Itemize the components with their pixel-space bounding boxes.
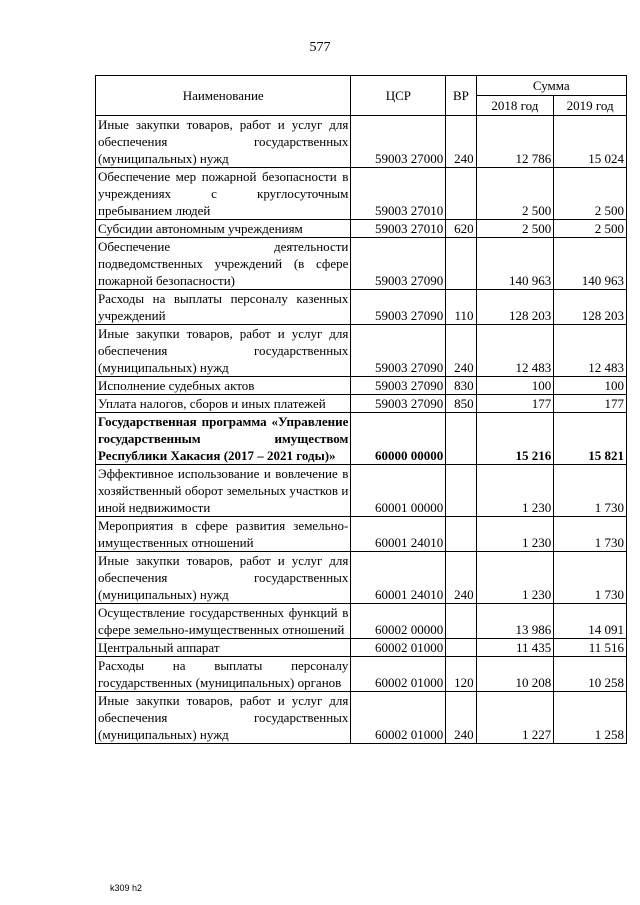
row-csr-cell: 60002 01000 xyxy=(351,692,446,744)
row-csr-cell: 59003 27090 xyxy=(351,238,446,290)
row-2018-cell: 1 230 xyxy=(476,465,554,517)
row-name-cell: Мероприятия в сфере развития земельно-имущественных отношений xyxy=(96,517,351,552)
row-2018-cell: 10 208 xyxy=(476,657,554,692)
row-csr-cell: 60002 00000 xyxy=(351,604,446,639)
row-2018-cell: 12 483 xyxy=(476,325,554,377)
row-name-cell: Расходы на выплаты персоналу казенных учреждений xyxy=(96,290,351,325)
row-csr-cell: 59003 27090 xyxy=(351,325,446,377)
row-name-cell: Уплата налогов, сборов и иных платежей xyxy=(96,395,351,413)
row-2018-cell: 177 xyxy=(476,395,554,413)
row-2018-cell: 2 500 xyxy=(476,220,554,238)
table-row xyxy=(96,639,627,657)
row-vr-cell xyxy=(446,168,476,220)
table-row xyxy=(96,116,627,168)
table-row xyxy=(96,395,627,413)
row-csr-cell: 59003 27090 xyxy=(351,290,446,325)
row-name-cell: Иные закупки товаров, работ и услуг для обеспечения государственных (муниципальных) нужд xyxy=(96,116,351,168)
row-2019-cell: 15 821 xyxy=(554,413,627,465)
row-2019-cell: 1 730 xyxy=(554,465,627,517)
row-2019-cell: 12 483 xyxy=(554,325,627,377)
row-name-cell: Иные закупки товаров, работ и услуг для обеспечения государственных (муниципальных) нужд xyxy=(96,325,351,377)
row-vr-cell xyxy=(446,465,476,517)
table-row xyxy=(96,552,627,604)
row-name-cell: Иные закупки товаров, работ и услуг для обеспечения государственных (муниципальных) нужд xyxy=(96,692,351,744)
row-2018-cell: 128 203 xyxy=(476,290,554,325)
row-2019-cell: 15 024 xyxy=(554,116,627,168)
row-vr-cell: 240 xyxy=(446,325,476,377)
row-vr-cell: 240 xyxy=(446,692,476,744)
row-2019-cell: 128 203 xyxy=(554,290,627,325)
row-csr-cell: 59003 27010 xyxy=(351,168,446,220)
row-vr-cell: 830 xyxy=(446,377,476,395)
row-name-cell: Государственная программа «Управление государственным имуществом Республики Хакасия (2017 – 2021 годы)» xyxy=(96,413,351,465)
budget-table xyxy=(95,75,627,744)
table-row xyxy=(96,604,627,639)
table-row xyxy=(96,238,627,290)
row-vr-cell: 120 xyxy=(446,657,476,692)
table-row xyxy=(96,465,627,517)
table-row xyxy=(96,325,627,377)
row-2019-cell: 2 500 xyxy=(554,168,627,220)
row-2018-cell: 12 786 xyxy=(476,116,554,168)
row-vr-cell: 850 xyxy=(446,395,476,413)
row-2018-cell: 13 986 xyxy=(476,604,554,639)
table-row xyxy=(96,692,627,744)
header-csr: ЦСР xyxy=(351,76,446,116)
row-2019-cell: 1 258 xyxy=(554,692,627,744)
row-2018-cell: 1 230 xyxy=(476,517,554,552)
row-vr-cell xyxy=(446,639,476,657)
row-name-cell: Эффективное использование и вовлечение в хозяйственный оборот земельных участков и иной недвижимости xyxy=(96,465,351,517)
row-vr-cell: 240 xyxy=(446,116,476,168)
table-row xyxy=(96,377,627,395)
row-csr-cell: 60001 00000 xyxy=(351,465,446,517)
row-2019-cell: 10 258 xyxy=(554,657,627,692)
row-csr-cell: 59003 27000 xyxy=(351,116,446,168)
row-vr-cell: 110 xyxy=(446,290,476,325)
row-name-cell: Иные закупки товаров, работ и услуг для обеспечения государственных (муниципальных) нужд xyxy=(96,552,351,604)
row-csr-cell: 59003 27090 xyxy=(351,395,446,413)
row-vr-cell xyxy=(446,604,476,639)
row-csr-cell: 59003 27090 xyxy=(351,377,446,395)
row-csr-cell: 60002 01000 xyxy=(351,657,446,692)
table-row xyxy=(96,657,627,692)
row-2019-cell: 11 516 xyxy=(554,639,627,657)
row-2018-cell: 11 435 xyxy=(476,639,554,657)
table-header xyxy=(96,76,627,116)
row-csr-cell: 60002 01000 xyxy=(351,639,446,657)
row-2018-cell: 2 500 xyxy=(476,168,554,220)
row-name-cell: Исполнение судебных актов xyxy=(96,377,351,395)
row-name-cell: Обеспечение мер пожарной безопасности в учреждениях с круглосуточным пребыванием людей xyxy=(96,168,351,220)
table-row xyxy=(96,290,627,325)
row-2018-cell: 100 xyxy=(476,377,554,395)
row-vr-cell: 240 xyxy=(446,552,476,604)
table-row xyxy=(96,220,627,238)
row-2018-cell: 15 216 xyxy=(476,413,554,465)
header-sum: Сумма xyxy=(476,76,626,96)
table-row xyxy=(96,413,627,465)
header-year-2019: 2019 год xyxy=(554,96,627,116)
row-2019-cell: 140 963 xyxy=(554,238,627,290)
row-csr-cell: 60001 24010 xyxy=(351,517,446,552)
row-name-cell: Обеспечение деятельности подведомственных учреждений (в сфере пожарной безопасности) xyxy=(96,238,351,290)
row-vr-cell xyxy=(446,238,476,290)
row-name-cell: Расходы на выплаты персоналу государственных (муниципальных) органов xyxy=(96,657,351,692)
row-2019-cell: 1 730 xyxy=(554,517,627,552)
row-csr-cell: 60001 24010 xyxy=(351,552,446,604)
row-2019-cell: 2 500 xyxy=(554,220,627,238)
table-row xyxy=(96,517,627,552)
page-number: 577 xyxy=(309,40,331,55)
header-name: Наименование xyxy=(96,76,351,116)
row-csr-cell: 59003 27010 xyxy=(351,220,446,238)
row-csr-cell: 60000 00000 xyxy=(351,413,446,465)
row-vr-cell: 620 xyxy=(446,220,476,238)
row-2018-cell: 1 230 xyxy=(476,552,554,604)
footer-code: k309 h2 xyxy=(110,883,143,893)
row-2019-cell: 177 xyxy=(554,395,627,413)
header-vr: ВР xyxy=(446,76,476,116)
table-row xyxy=(96,168,627,220)
row-vr-cell xyxy=(446,413,476,465)
row-2019-cell: 14 091 xyxy=(554,604,627,639)
row-2018-cell: 1 227 xyxy=(476,692,554,744)
row-name-cell: Субсидии автономным учреждениям xyxy=(96,220,351,238)
row-name-cell: Центральный аппарат xyxy=(96,639,351,657)
row-2018-cell: 140 963 xyxy=(476,238,554,290)
table-body xyxy=(96,116,627,744)
header-year-2018: 2018 год xyxy=(476,96,554,116)
row-name-cell: Осуществление государственных функций в сфере земельно-имущественных отношений xyxy=(96,604,351,639)
row-vr-cell xyxy=(446,517,476,552)
row-2019-cell: 100 xyxy=(554,377,627,395)
row-2019-cell: 1 730 xyxy=(554,552,627,604)
